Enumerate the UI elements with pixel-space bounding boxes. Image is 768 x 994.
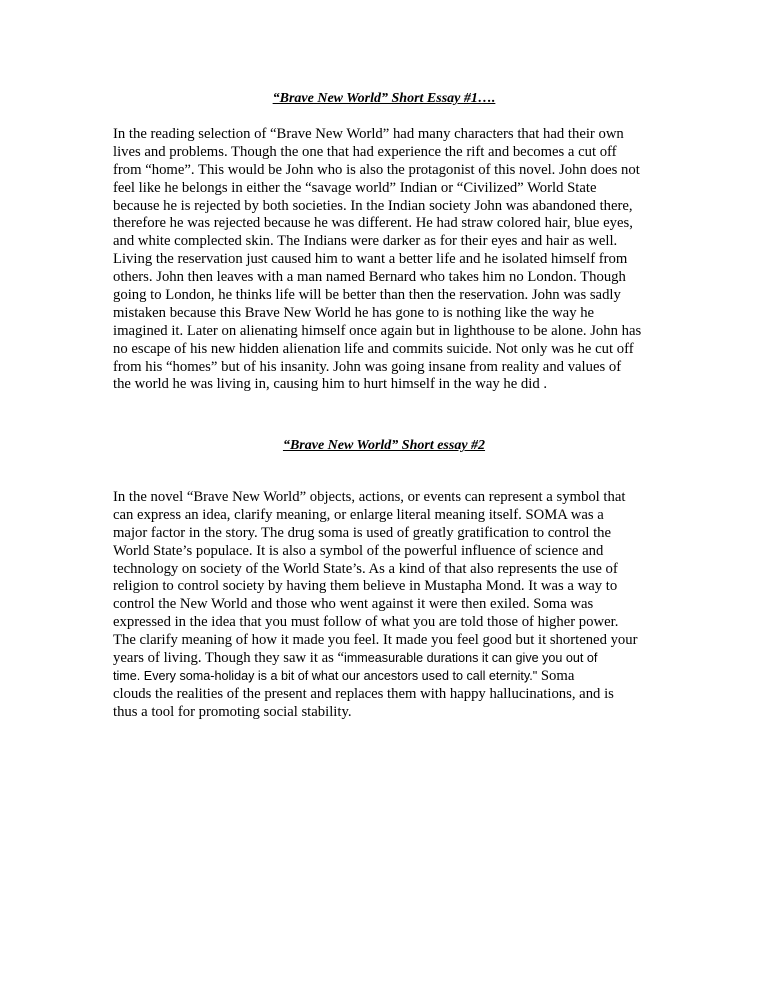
essay-1-line: the world he was living in, causing him to hurt himself in the way he did . [113, 376, 548, 393]
essay-1-body [113, 126, 658, 394]
essay-2-line-quote-start [113, 650, 658, 668]
essay-1-line: mistaken because this Brave New World he has gone to is nothing like the way he [113, 304, 595, 321]
quoted-text: time. Every soma-holiday is a bit of what our ancestors used to call eternity." [113, 668, 538, 683]
essay-1-line: others. John then leaves with a man named Bernard who takes him no London. Though [113, 269, 626, 286]
essay-2-line: control the New World and those who went against it were then exiled. Soma was [113, 596, 594, 613]
essay-2-line: major factor in the story. The drug soma is used of greatly gratification to control the [113, 524, 612, 541]
essay-2-line-text: Soma [537, 667, 575, 684]
essay-1-line: from “home”. This would be John who is also the protagonist of this novel. John does not [113, 161, 640, 178]
essay-1-line: no escape of his new hidden alienation life and commits suicide. Not only was he cut off [113, 340, 634, 357]
essay-1-line: lives and problems. Though the one that had experience the rift and becomes a cut off [113, 143, 617, 160]
essay-2-line: religion to control society by having them believe in Mustapha Mond. It was a way to [113, 578, 618, 595]
essay-1-line: and white complected skin. The Indians were darker as for their eyes and hair as well. [113, 233, 618, 250]
essay-1-line: Living the reservation just caused him to want a better life and he isolated himself from [113, 251, 628, 268]
essay-1-title: “Brave New World” Short Essay #1…. [272, 91, 496, 106]
essay-1-line: In the reading selection of “Brave New World” had many characters that had their own [113, 126, 624, 142]
quoted-text: immeasurable durations it can give you out of [344, 651, 598, 666]
essay-2-body [113, 489, 658, 722]
essay-2-line-quote-end [113, 668, 658, 686]
essay-2-line: The clarify meaning of how it made you feel. It made you feel good but it shortened your [113, 632, 638, 649]
essay-2-line: can express an idea, clarify meaning, or enlarge literal meaning itself. SOMA was a [113, 506, 604, 523]
essay-2-line-text: years of living. Though they saw it as “ [113, 650, 345, 667]
essay-1-line: imagined it. Later on alienating himself once again but in lighthouse to be alone. John has [113, 322, 642, 339]
essay-1-line: going to London, he thinks life will be better than then the reservation. John was sadly [113, 287, 621, 304]
essay-1-line: feel like he belongs in either the “savage world” Indian or “Civilized” World State [113, 179, 597, 196]
essay-2-line: expressed in the idea that you must follow of what you are told those of higher power. [113, 614, 619, 631]
essay-2-line: technology on society of the World State’s. As a kind of that also represents the use of [113, 560, 618, 577]
essay-1-line: from his “homes” but of his insanity. John was going insane from reality and values of [113, 358, 622, 375]
essay-2-line: In the novel “Brave New World” objects, actions, or events can represent a symbol that [113, 489, 626, 505]
essay-1-line: therefore he was rejected because he was different. He had straw colored hair, blue eyes, [113, 215, 633, 232]
essay-2-line: World State’s populace. It is also a symbol of the powerful influence of science and [113, 542, 604, 559]
essay-2-line: thus a tool for promoting social stability. [113, 703, 352, 720]
essay-1-line: because he is rejected by both societies. In the Indian society John was abandoned there, [113, 197, 633, 214]
essay-2-line: clouds the realities of the present and replaces them with happy hallucinations, and is [113, 685, 614, 702]
essay-2-title: “Brave New World” Short essay #2 [282, 438, 486, 453]
